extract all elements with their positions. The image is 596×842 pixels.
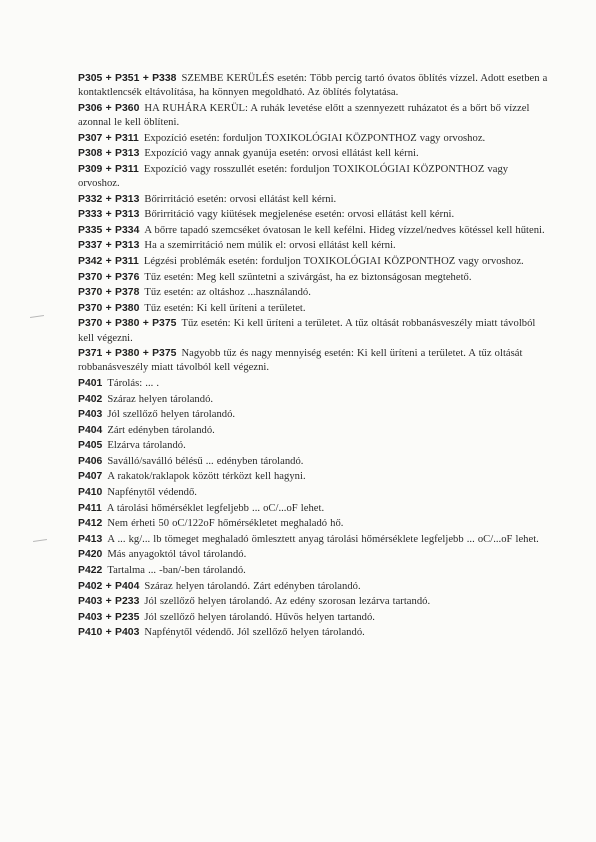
precaution-entry [78,486,548,500]
precaution-text: Zárt edényben tárolandó. [107,424,215,436]
precaution-text: Bőrirritáció vagy kiütések megjelenése esetén: orvosi ellátást kell kérni. [144,209,455,221]
precaution-text: Tűz esetén: az oltáshoz ...használandó. [144,287,311,299]
precaution-code: P337 + P313 [78,240,140,252]
precaution-code: P307 + P311 [78,132,139,144]
precaution-text: Ha a szemirritáció nem múlik el: orvosi ellátást kell kérni. [144,240,396,252]
precaution-code: P370 + P380 + P375 [78,318,177,330]
precaution-code: P406 [78,455,103,467]
precaution-entry [78,548,548,562]
precaution-code: P401 [78,377,103,389]
precaution-entry [78,271,548,285]
precaution-text: Más anyagoktól távol tárolandó. [107,549,247,561]
precaution-text: A rakatok/raklapok között térközt kell hagyni. [107,471,306,483]
scan-mark-1 [30,315,44,318]
scan-mark-2 [33,539,47,542]
precaution-code: P335 + P334 [78,224,140,236]
precaution-text: Száraz helyen tárolandó. Zárt edényben tárolandó. [144,580,361,592]
precaution-code: P411 [78,502,102,514]
precaution-text: Saválló/saválló bélésű ... edényben tárolandó. [107,455,304,467]
precaution-code: P308 + P313 [78,148,140,160]
precaution-text: Tűz esetén: Ki kell üríteni a területet. [144,302,306,314]
precaution-code: P333 + P313 [78,209,140,221]
precaution-text: Jól szellőző helyen tárolandó. [107,409,236,421]
precaution-entry [78,286,548,300]
precaution-code: P410 [78,487,103,499]
precaution-text: Tárolás: ... . [107,377,160,389]
precaution-text: A bőrre tapadó szemcséket óvatosan le kell kefélni. Hideg vízzel/nedves kötéssel kell hűteni. [144,224,545,236]
precaution-code: P402 [78,393,103,405]
precaution-text: Nem érheti 50 oC/122oF hőmérsékletet meghaladó hő. [107,518,344,530]
precaution-text: HA RUHÁRA KERÜL: A ruhák levetése előtt a szennyezett ruházatot és a bőrt bő vízzel azonnal le kell öblíteni. [78,102,530,128]
precaution-code: P410 + P403 [78,627,140,639]
precaution-entry [78,302,548,316]
precaution-code: P405 [78,440,103,452]
precaution-code: P332 + P313 [78,193,140,205]
precaution-entry [78,317,548,345]
precaution-entry [78,424,548,438]
precaution-entry [78,564,548,578]
precaution-entry [78,208,548,222]
precaution-entry [78,439,548,453]
precaution-code: P422 [78,565,103,577]
precaution-text: Tűz esetén: Meg kell szüntetni a szivárgást, ha ez biztonságosan megtehető. [144,271,472,283]
precaution-code: P402 + P404 [78,580,140,592]
precaution-entry [78,502,548,516]
precaution-code: P370 + P378 [78,287,140,299]
precaution-text: Expozíció vagy annak gyanúja esetén: orvosi ellátást kell kérni. [144,148,419,160]
precaution-code: P305 + P351 + P338 [78,73,177,84]
precaution-code: P403 + P233 [78,596,140,608]
precaution-text: Tartalma ... -ban/-ben tárolandó. [107,565,246,577]
precaution-entry [78,132,548,146]
precaution-code: P306 + P360 [78,102,140,114]
precaution-entry [78,533,548,547]
precaution-text: Elzárva tárolandó. [107,440,186,452]
precaution-text: Jól szellőző helyen tárolandó. Az edény szorosan lezárva tartandó. [144,596,431,608]
precaution-entry [78,193,548,207]
precaution-entry [78,147,548,161]
precaution-text: Tűz esetén: Ki kell üríteni a területet. A tűz oltását robbanásveszély miatt távolból kell végezni. [78,318,536,344]
precaution-entry [78,163,548,191]
precaution-entry [78,470,548,484]
precaution-text: Expozíció vagy rosszullét esetén: forduljon TOXIKOLÓGIAI KÖZPONTHOZ vagy orvoshoz. [78,163,509,189]
precaution-entry [78,595,548,609]
precaution-entry [78,626,548,640]
precaution-text: Jól szellőző helyen tárolandó. Hűvös helyen tartandó. [144,611,375,623]
precaution-text: Nagyobb tűz és nagy mennyiség esetén: Ki kell üríteni a területet. A tűz oltását robbanásveszély miatt távolból kell végezni. [78,348,523,374]
precaution-code: P403 [78,409,103,421]
precaution-entry [78,408,548,422]
precaution-code: P371 + P380 + P375 [78,348,177,360]
precaution-text: Expozíció esetén: forduljon TOXIKOLÓGIAI KÖZPONTHOZ vagy orvoshoz. [143,132,486,144]
precaution-text: Napfénytől védendő. Jól szellőző helyen tárolandó. [144,627,365,639]
precaution-code: P370 + P380 [78,302,140,314]
precaution-entry [78,377,548,391]
precaution-entry [78,72,548,100]
precaution-code: P309 + P311 [78,163,139,175]
precaution-code: P404 [78,424,103,436]
precaution-entry [78,611,548,625]
precaution-code: P413 [78,533,103,545]
document-page [78,72,548,642]
precaution-code: P420 [78,549,103,561]
precaution-text: SZEMBE KERÜLÉS esetén: Több percig tartó óvatos öblítés vízzel. Adott esetben a kontaktlencsék eltávolítása, ha könnyen megoldható. Az öblítés folytatása. [78,73,548,99]
precaution-code: P370 + P376 [78,271,140,283]
precaution-entry [78,393,548,407]
precaution-text: Napfénytől védendő. [107,487,197,499]
precaution-code: P412 [78,518,103,530]
precaution-text: A ... kg/... lb tömeget meghaladó ömlesztett anyag tárolási hőmérséklete legfeljebb ... oC/...oF lehet. [107,533,539,545]
precaution-entry [78,455,548,469]
precaution-entry [78,224,548,238]
precaution-entry [78,580,548,594]
precaution-text: Légzési problémák esetén: forduljon TOXIKOLÓGIAI KÖZPONTHOZ vagy orvoshoz. [143,255,524,267]
precaution-entry [78,347,548,375]
precaution-text: A tárolási hőmérséklet legfeljebb ... oC/...oF lehet. [106,502,325,514]
precaution-text: Bőrirritáció esetén: orvosi ellátást kell kérni. [144,193,337,205]
precaution-entry [78,239,548,253]
precaution-entry [78,102,548,130]
precaution-entry [78,517,548,531]
precaution-code: P342 + P311 [78,255,139,267]
precaution-code: P407 [78,471,103,483]
precaution-entry [78,255,548,269]
precaution-code: P403 + P235 [78,611,140,623]
precaution-text: Száraz helyen tárolandó. [107,393,214,405]
